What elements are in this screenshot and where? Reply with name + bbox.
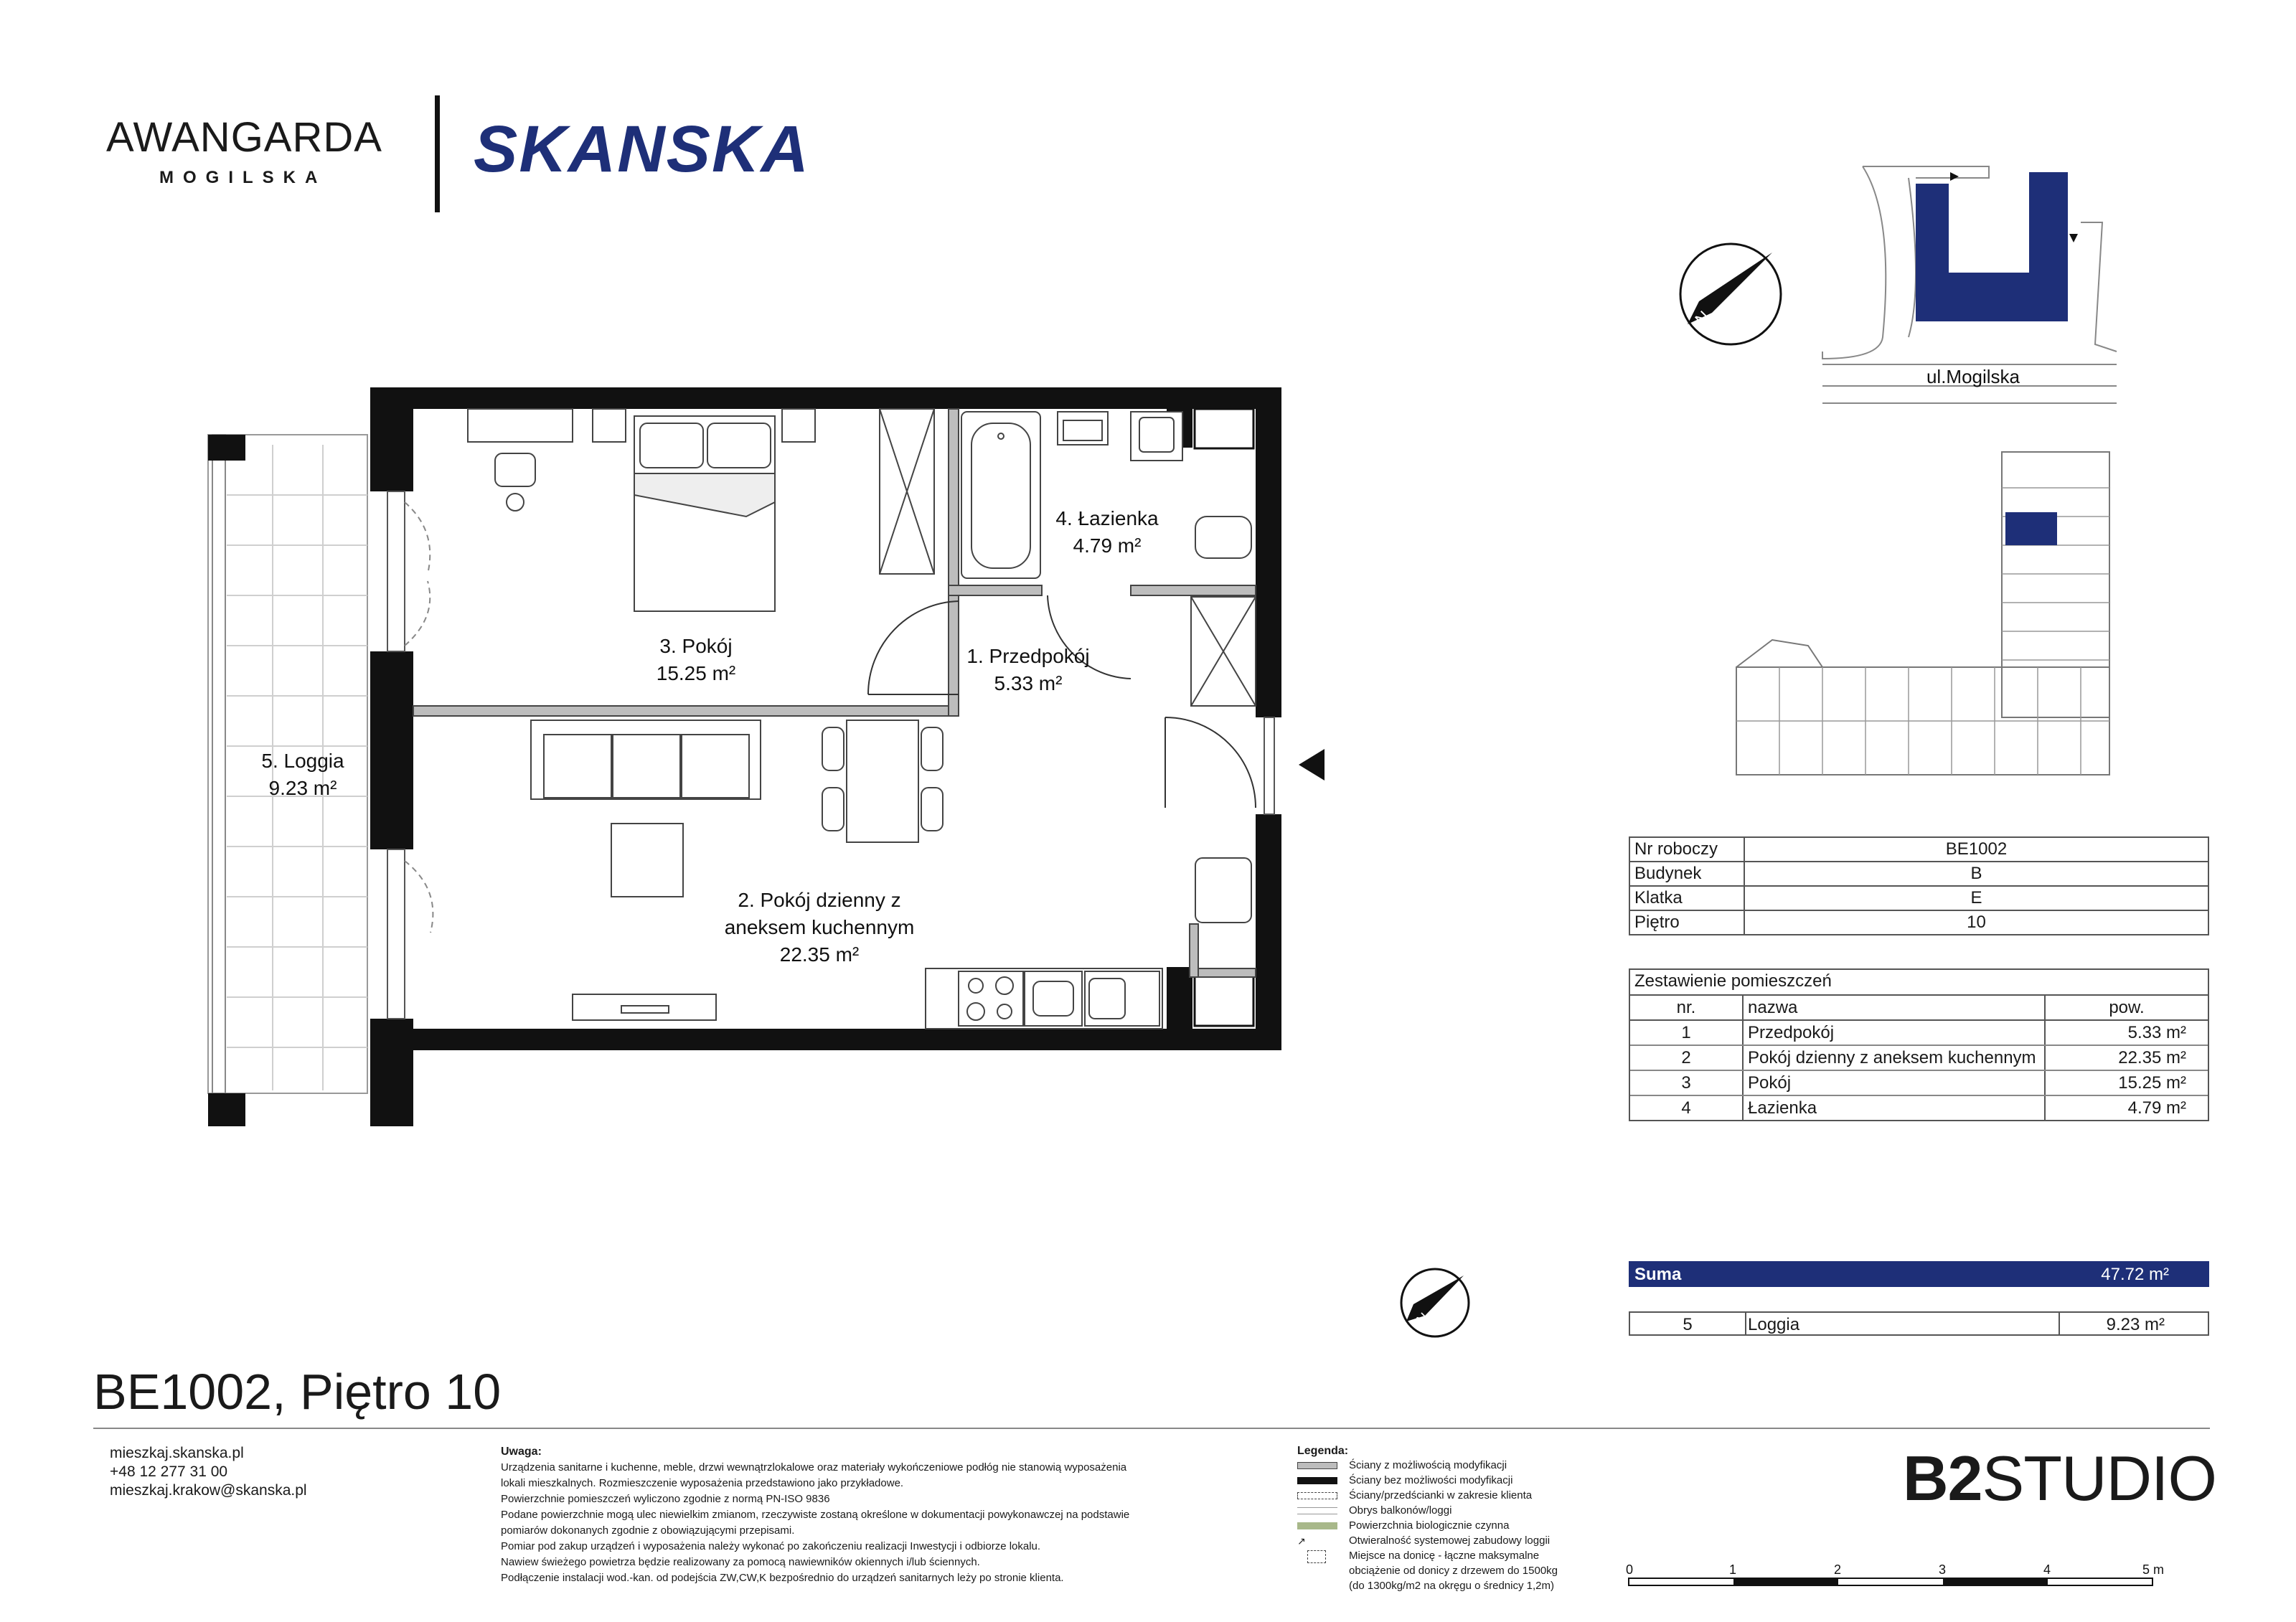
legend-item: Ściany bez możliwości modyfikacji — [1297, 1474, 1558, 1489]
site-plan — [1680, 166, 2117, 403]
room-name: Przedpokój — [1743, 1020, 2045, 1045]
legend-item: Powierzchnia biologicznie czynna — [1297, 1519, 1558, 1534]
room-3-label: 3. Pokój — [659, 635, 733, 657]
email-link[interactable]: mieszkaj.krakow@skanska.pl — [110, 1482, 307, 1499]
room-4-label: 4. Łazienka — [1055, 507, 1159, 529]
svg-text:N: N — [1691, 307, 1714, 330]
notes-line: Pomiar pod zakup urządzeń i wyposażenia należy wykonać po zakończeniu realizacji Inwestycji i odbiorze lokalu. — [501, 1540, 1041, 1552]
legend-item: Miejsce na donicę - łączne maksymalne — [1297, 1549, 1558, 1564]
info-key: Budynek — [1629, 862, 1744, 886]
room-5-area: 9.23 m² — [268, 777, 337, 799]
info-key: Nr roboczy — [1629, 837, 1744, 862]
header-name: nazwa — [1743, 996, 2045, 1020]
info-value: BE1002 — [1744, 837, 2208, 862]
room-2-area: 22.35 m² — [779, 943, 860, 966]
room-area: 15.25 m² — [2045, 1070, 2208, 1095]
room-nr: 1 — [1630, 1020, 1743, 1045]
room-area: 22.35 m² — [2045, 1045, 2208, 1070]
room-name: Pokój — [1743, 1070, 2045, 1095]
info-value: E — [1744, 886, 2208, 910]
legend-item: Ściany z możliwością modyfikacji — [1297, 1458, 1558, 1474]
notes-block — [501, 1444, 1211, 1586]
table-row — [1630, 1045, 2208, 1070]
scale-label-0: 0 — [1626, 1562, 1634, 1577]
info-row — [1629, 910, 2208, 935]
room-name: Pokój dzienny z aneksem kuchennym — [1743, 1045, 2045, 1070]
svg-text:N: N — [1413, 1310, 1432, 1329]
development-logo: AWANGARDA — [106, 114, 382, 161]
website-link[interactable]: mieszkaj.skanska.pl — [110, 1445, 244, 1461]
room-3-area: 15.25 m² — [656, 662, 736, 684]
loggia-row — [1629, 1311, 2209, 1336]
legend-item: ↗ Otwieralność systemowej zabudowy loggii — [1297, 1534, 1551, 1547]
legend-block — [1297, 1444, 1558, 1594]
info-row — [1629, 886, 2208, 910]
sum-label: Suma — [1634, 1265, 1682, 1284]
room-name: Łazienka — [1743, 1095, 2045, 1120]
rooms-summary — [1629, 968, 2209, 1121]
scale-label-4: 4 — [2043, 1562, 2051, 1577]
room-2-label-line2: aneksem kuchennym — [724, 916, 915, 938]
rooms-summary-title: Zestawienie pomieszczeń — [1630, 970, 2208, 996]
legend-item: obciążenie od donicy z drzewem do 1500kg — [1349, 1565, 1558, 1577]
total-area-bar — [1629, 1261, 2209, 1287]
notes-line: Powierzchnie pomieszczeń wyliczono zgodnie z normą PN-ISO 9836 — [501, 1493, 830, 1505]
table-row — [1630, 1095, 2208, 1120]
room-area: 4.79 m² — [2127, 1098, 2186, 1118]
info-value: B — [1744, 862, 2208, 886]
sum-value: 47.72 m² — [2101, 1265, 2169, 1284]
table-row — [1630, 1020, 2208, 1045]
plan-compass-icon — [1401, 1269, 1469, 1336]
scale-label-2: 2 — [1834, 1562, 1842, 1577]
phone-link[interactable]: +48 12 277 31 00 — [110, 1463, 228, 1480]
loggia-nr: 5 — [1683, 1315, 1693, 1334]
scale-label-5: 5 m — [2142, 1562, 2165, 1577]
notes-line: Podłączenie instalacji wod.-kan. od podejścia ZW,CW,K bezpośrednio do urządzeń sanitarnych leży po stronie klienta. — [501, 1572, 1064, 1584]
architect-logo: B2STUDIO — [1903, 1443, 2216, 1514]
loggia-name: Loggia — [1748, 1315, 1800, 1334]
info-row — [1629, 862, 2208, 886]
room-nr: 4 — [1630, 1095, 1743, 1120]
unit-title: BE1002, Piętro 10 — [93, 1364, 502, 1420]
scale-label-1: 1 — [1729, 1562, 1737, 1577]
info-row — [1629, 837, 2208, 862]
header-nr: nr. — [1630, 996, 1743, 1020]
rooms-header-row — [1630, 996, 2208, 1020]
room-5-label: 5. Loggia — [261, 750, 344, 772]
scale-label-3: 3 — [1939, 1562, 1947, 1577]
room-1-area: 5.33 m² — [994, 672, 1063, 694]
svg-text:ul.Mogilska: ul.Mogilska — [1926, 366, 2020, 387]
apartment-info-table — [1629, 836, 2209, 935]
development-district: MOGILSKA — [159, 168, 327, 187]
loggia-area: 9.23 m² — [2106, 1315, 2165, 1334]
legend-heading: Legenda: — [1297, 1445, 1349, 1457]
rooms-table — [1630, 996, 2208, 1120]
notes-line: Podane powierzchnie mogą ulec niewielkim zmianom, rzeczywiste zostaną określone w dokumentacji powykonawczej na podstawie — [501, 1509, 1130, 1521]
scale-bar — [1626, 1562, 2164, 1585]
info-key: Piętro — [1629, 910, 1744, 935]
info-key: Klatka — [1629, 886, 1744, 910]
info-value: 10 — [1744, 910, 2208, 935]
room-1-label: 1. Przedpokój — [966, 645, 1090, 667]
room-2-label: 2. Pokój dzienny z — [738, 889, 901, 911]
room-nr: 2 — [1630, 1045, 1743, 1070]
footer-divider — [93, 1428, 2210, 1429]
notes-heading: Uwaga: — [501, 1446, 542, 1458]
building-key-plan — [1736, 452, 2109, 775]
table-row — [1630, 1070, 2208, 1095]
developer-logo: SKANSKA — [474, 113, 810, 186]
legend-item: (do 1300kg/m2 na okręgu o średnicy 1,2m) — [1349, 1580, 1554, 1592]
notes-line: Nawiew świeżego powietrza będzie realizowany za pomocą nawiewników okiennych i/lub ściennych. — [501, 1556, 980, 1568]
legend-item: Ściany/przedścianki w zakresie klienta — [1297, 1489, 1558, 1504]
notes-line: Urządzenia sanitarne i kuchenne, meble, drzwi wewnątrzlokalowe oraz materiały wykończeniowe podłóg nie stanowią wyposażenia — [501, 1461, 1127, 1474]
notes-line: pomiarów dokonanych zgodnie z obowiązującymi przepisami. — [501, 1524, 795, 1537]
room-4-area: 4.79 m² — [1073, 534, 1142, 557]
contact-block — [110, 1444, 307, 1500]
room-nr: 3 — [1630, 1070, 1743, 1095]
room-area: 5.33 m² — [2045, 1020, 2208, 1045]
header-area: pow. — [2045, 996, 2208, 1020]
legend-item: Obrys balkonów/loggi — [1297, 1504, 1558, 1519]
notes-line: lokali mieszkalnych. Rozmieszczenie wyposażenia przedstawiono jako przykładowe. — [501, 1477, 904, 1489]
